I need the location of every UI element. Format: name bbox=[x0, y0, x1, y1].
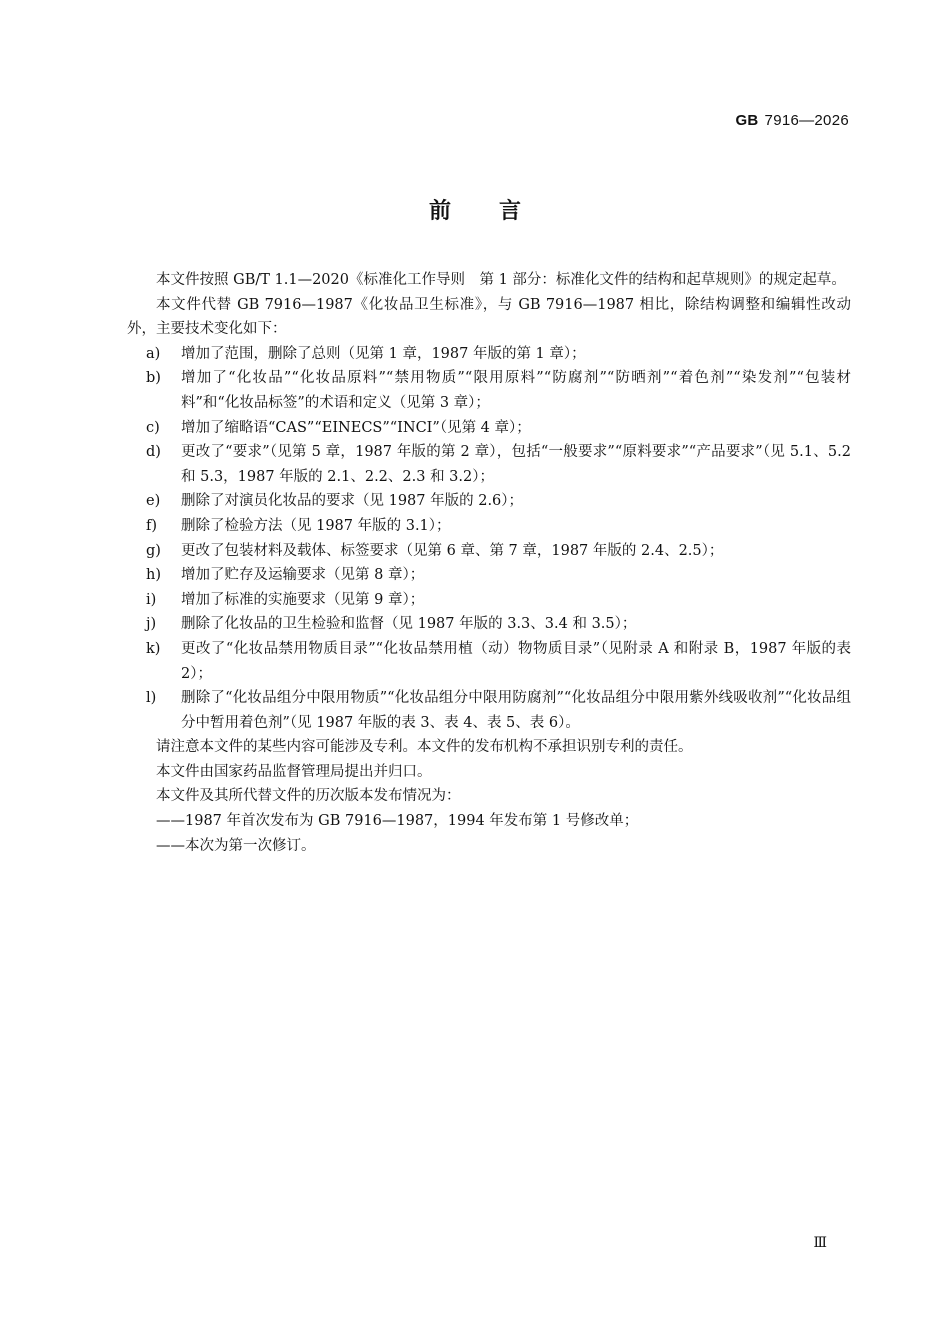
item-label: l) bbox=[146, 690, 157, 707]
history-item: ——1987 年首次发布为 GB 7916—1987，1994 年发布第 1 号修改单； bbox=[156, 813, 639, 830]
item-text: 增加了范围，删除了总则（见第 1 章，1987 年版的第 1 章）； bbox=[181, 345, 586, 362]
replacement-paragraph: 本文件代替 GB 7916—1987《化妆品卫生标准》，与 GB 7916—1987 相比，除结构调整和编辑性改动外，主要技术变化如下： bbox=[127, 296, 851, 338]
list-item bbox=[127, 366, 851, 415]
item-text: 删除了对演员化妆品的要求（见 1987 年版的 2.6）； bbox=[181, 493, 524, 510]
list-item bbox=[127, 342, 851, 367]
list-item bbox=[127, 588, 851, 613]
standard-code bbox=[735, 112, 849, 129]
list-item bbox=[127, 686, 851, 735]
item-label: d) bbox=[146, 444, 161, 461]
item-text: 删除了化妆品的卫生检验和监督（见 1987 年版的 3.3、3.4 和 3.5）； bbox=[181, 616, 637, 633]
document-body bbox=[127, 268, 851, 858]
standard-number: 7916—2026 bbox=[764, 112, 849, 129]
list-item bbox=[127, 539, 851, 564]
item-label: h) bbox=[146, 567, 161, 584]
list-item bbox=[127, 514, 851, 539]
item-text: 删除了“化妆品组分中限用物质”“化妆品组分中限用防腐剂”“化妆品组分中限用紫外线吸收剂”“化妆品组分中暂用着色剂”（见 1987 年版的表 3、表 4、表 5、表 6）。 bbox=[181, 690, 851, 731]
item-label: g) bbox=[146, 542, 161, 559]
standard-prefix: GB bbox=[735, 112, 759, 129]
item-text: 增加了贮存及运输要求（见第 8 章）； bbox=[181, 567, 425, 584]
history-intro: 本文件及其所代替文件的历次版本发布情况为： bbox=[156, 788, 461, 805]
history-item: ——本次为第一次修订。 bbox=[156, 837, 316, 854]
list-item bbox=[127, 416, 851, 441]
item-text: 更改了包装材料及载体、标签要求（见第 6 章、第 7 章，1987 年版的 2.4、2.5）； bbox=[181, 542, 724, 559]
item-label: c) bbox=[146, 419, 160, 436]
item-text: 增加了标准的实施要求（见第 9 章）； bbox=[181, 591, 425, 608]
list-item bbox=[127, 489, 851, 514]
item-label: a) bbox=[146, 345, 161, 362]
item-label: b) bbox=[146, 370, 161, 387]
item-label: f) bbox=[146, 517, 158, 534]
item-text: 更改了“要求”（见第 5 章，1987 年版的第 2 章），包括“一般要求”“原料要求”“产品要求”（见 5.1、5.2 和 5.3，1987 年版的 2.1、2.2、2.3 和 3.2）； bbox=[181, 444, 851, 485]
item-text: 增加了“化妆品”“化妆品原料”“禁用物质”“限用原料”“防腐剂”“防晒剂”“着色剂”“染发剂”“包装材料”和“化妆品标签”的术语和定义（见第 3 章）； bbox=[181, 370, 851, 411]
item-label: e) bbox=[146, 493, 161, 510]
list-item bbox=[127, 563, 851, 588]
item-label: i) bbox=[146, 591, 157, 608]
patent-notice: 请注意本文件的某些内容可能涉及专利。本文件的发布机构不承担识别专利的责任。 bbox=[156, 739, 693, 756]
list-item bbox=[127, 637, 851, 686]
proposer-statement: 本文件由国家药品监督管理局提出并归口。 bbox=[156, 763, 432, 780]
item-label: k) bbox=[146, 640, 161, 657]
item-text: 删除了检验方法（见 1987 年版的 3.1）； bbox=[181, 517, 451, 534]
item-label: j) bbox=[146, 616, 157, 633]
intro-paragraph: 本文件按照 GB/T 1.1—2020《标准化工作导则 第 1 部分：标准化文件的结构和起草规则》的规定起草。 bbox=[156, 272, 846, 288]
list-item bbox=[127, 440, 851, 489]
item-text: 增加了缩略语“CAS”“EINECS”“INCI”（见第 4 章）； bbox=[181, 419, 531, 436]
page-number: Ⅲ bbox=[813, 1235, 827, 1251]
page-title: 前言 bbox=[428, 199, 569, 224]
item-text: 更改了“化妆品禁用物质目录”“化妆品禁用植（动）物物质目录”（见附录 A 和附录 B，1987 年版的表 2）； bbox=[181, 640, 851, 682]
list-item bbox=[127, 612, 851, 637]
